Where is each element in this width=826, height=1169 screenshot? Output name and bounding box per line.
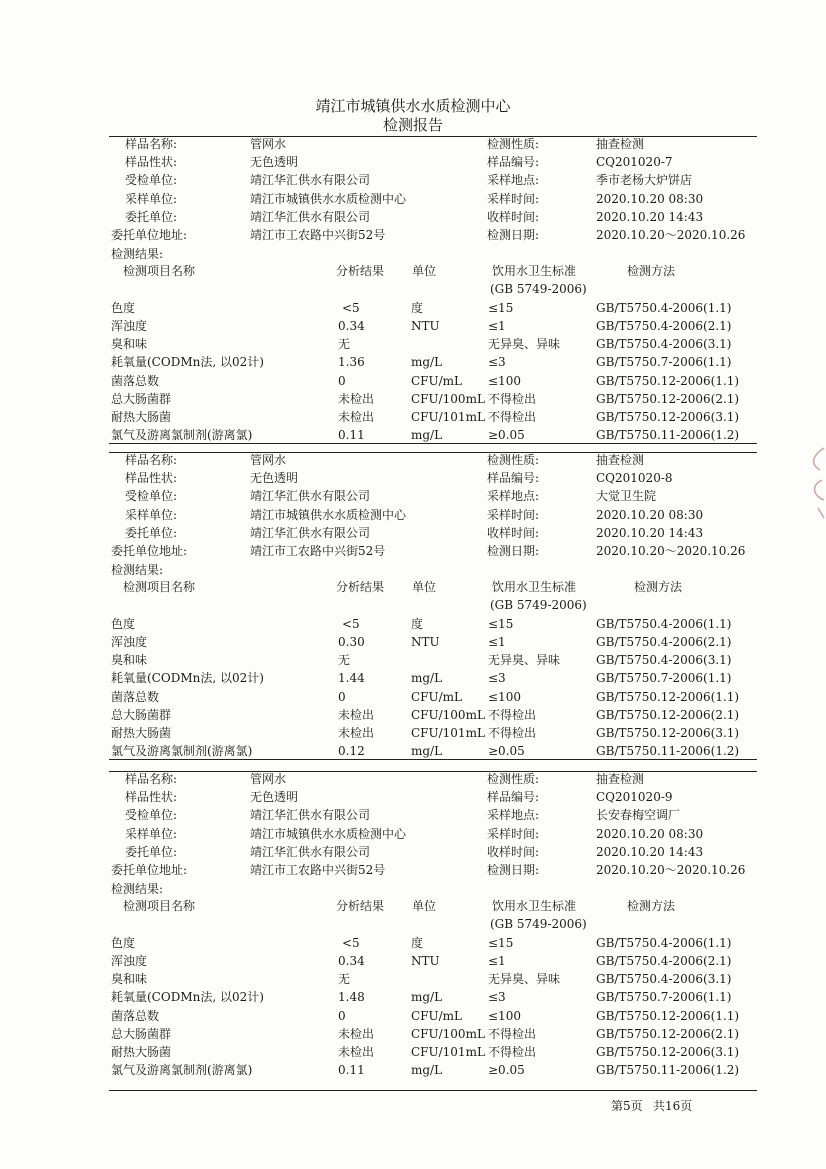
item-result: <5 — [342, 935, 360, 950]
field-value-client-address: 靖江市工农路中兴街52号 — [250, 544, 386, 558]
item-result: 未检出 — [338, 1044, 375, 1059]
item-name: 浑浊度 — [111, 318, 148, 333]
item-method: GB/T5750.4-2006(2.1) — [596, 634, 732, 649]
col-header-method: 检测方法 — [627, 899, 676, 914]
report-title-line2: 检测报告 — [382, 116, 443, 134]
page-number: 第5页 — [611, 1099, 643, 1113]
field-value-sample-state: 无色透明 — [250, 471, 299, 486]
field-value-sample-no: CQ201020-7 — [596, 155, 673, 170]
item-standard: 无异臭、异味 — [488, 337, 561, 352]
item-method: GB/T5750.4-2006(3.1) — [596, 653, 732, 668]
item-method: GB/T5750.12-2006(2.1) — [596, 707, 740, 722]
item-standard: ≤100 — [488, 373, 521, 388]
item-result: 0.30 — [338, 634, 365, 649]
col-header-standard: 饮用水卫生标准 — [492, 264, 577, 279]
item-name: 耐热大肠菌 — [111, 725, 172, 740]
item-unit: CFU/101mL — [411, 1044, 485, 1059]
field-label-client-unit: 委托单位: — [125, 209, 178, 224]
item-unit: NTU — [411, 318, 440, 333]
item-name: 耗氧量(CODMn法, 以02计) — [111, 671, 264, 686]
field-label-inspected-unit: 受检单位: — [125, 173, 178, 188]
field-value-sampling-location: 长安春梅空调厂 — [596, 808, 681, 823]
item-standard: ≤15 — [488, 300, 514, 315]
item-result: 0 — [338, 373, 346, 388]
field-value-client-unit: 靖江华汇供水有限公司 — [250, 844, 371, 859]
item-name: 臭和味 — [111, 337, 148, 352]
item-method: GB/T5750.4-2006(3.1) — [596, 337, 732, 352]
field-label-receipt-time: 收样时间: — [487, 844, 540, 859]
item-result: 0.11 — [338, 1063, 365, 1078]
field-label-receipt-time: 收样时间: — [487, 525, 540, 540]
item-result: 0 — [338, 689, 346, 704]
field-value-test-date: 2020.10.20～2020.10.26 — [596, 228, 746, 242]
field-value-client-unit: 靖江华汇供水有限公司 — [250, 525, 371, 540]
field-label-sampling-time: 采样时间: — [487, 507, 540, 522]
field-value-inspected-unit: 靖江华汇供水有限公司 — [250, 173, 371, 188]
item-name: 色度 — [111, 300, 136, 315]
item-standard: ≤15 — [488, 616, 514, 631]
item-unit: mg/L — [411, 990, 443, 1005]
field-label-client-address: 委托单位地址: — [111, 544, 188, 558]
col-header-item: 检测项目名称 — [123, 264, 196, 279]
field-value-sampling-location: 大觉卫生院 — [596, 489, 657, 504]
field-label-sample-name: 样品名称: — [125, 137, 178, 151]
item-result: 0.11 — [338, 428, 365, 443]
field-value-sample-name: 管网水 — [250, 453, 287, 467]
field-value-test-date: 2020.10.20～2020.10.26 — [596, 544, 746, 558]
field-label-inspected-unit: 受检单位: — [125, 808, 178, 823]
item-unit: CFU/101mL — [411, 409, 485, 424]
field-value-client-address: 靖江市工农路中兴街52号 — [250, 863, 386, 877]
field-label-test-nature: 检测性质: — [487, 453, 540, 467]
item-unit: 度 — [411, 616, 424, 631]
item-name: 耐热大肠菌 — [111, 409, 172, 424]
col-header-result: 分析结果 — [336, 899, 385, 914]
item-method: GB/T5750.11-2006(1.2) — [596, 744, 740, 759]
item-standard: ≤1 — [488, 953, 506, 968]
field-value-sampling-time: 2020.10.20 08:30 — [596, 191, 704, 206]
item-method: GB/T5750.12-2006(2.1) — [596, 391, 740, 406]
field-label-test-date: 检测日期: — [487, 228, 540, 242]
section-rule-top — [109, 771, 757, 772]
results-heading: 检测结果: — [111, 563, 164, 578]
item-standard: ≤1 — [488, 634, 506, 649]
field-value-sample-name: 管网水 — [250, 772, 287, 786]
item-method: GB/T5750.12-2006(3.1) — [596, 409, 740, 424]
item-result: 1.48 — [338, 990, 365, 1005]
item-name: 色度 — [111, 616, 136, 631]
field-label-sample-state: 样品性状: — [125, 790, 178, 805]
item-standard: ≥0.05 — [488, 1063, 525, 1078]
field-value-sampling-time: 2020.10.20 08:30 — [596, 507, 704, 522]
field-label-sampling-unit: 采样单位: — [125, 507, 178, 522]
field-value-sampling-location: 季市老杨大炉饼店 — [596, 173, 693, 188]
item-standard: ≤15 — [488, 935, 514, 950]
field-value-sample-name: 管网水 — [250, 137, 287, 151]
item-standard: ≤3 — [488, 990, 506, 1005]
section-rule-end — [109, 759, 757, 760]
item-method: GB/T5750.12-2006(1.1) — [596, 1008, 740, 1023]
item-name: 耗氧量(CODMn法, 以02计) — [111, 990, 264, 1005]
item-result: 未检出 — [338, 1026, 375, 1041]
field-label-client-unit: 委托单位: — [125, 844, 178, 859]
field-value-sample-state: 无色透明 — [250, 790, 299, 805]
field-label-sampling-location: 采样地点: — [487, 808, 540, 823]
field-label-test-date: 检测日期: — [487, 544, 540, 558]
item-unit: CFU/100mL — [411, 707, 485, 722]
item-method: GB/T5750.12-2006(3.1) — [596, 1044, 740, 1059]
field-label-sample-no: 样品编号: — [487, 155, 540, 170]
field-label-sample-state: 样品性状: — [125, 155, 178, 170]
report-title-line1: 靖江市城镇供水水质检测中心 — [315, 97, 511, 115]
item-method: GB/T5750.12-2006(1.1) — [596, 373, 740, 388]
field-label-sampling-time: 采样时间: — [487, 191, 540, 206]
item-name: 总大肠菌群 — [111, 391, 172, 406]
item-result: 1.36 — [338, 355, 365, 370]
item-result: 未检出 — [338, 725, 375, 740]
item-method: GB/T5750.12-2006(2.1) — [596, 1026, 740, 1041]
field-label-sample-name: 样品名称: — [125, 772, 178, 786]
field-label-sampling-location: 采样地点: — [487, 173, 540, 188]
field-value-sample-no: CQ201020-8 — [596, 471, 673, 486]
section-rule-top — [109, 136, 757, 137]
item-unit: 度 — [411, 300, 424, 315]
field-value-sampling-unit: 靖江市城镇供水水质检测中心 — [250, 191, 407, 206]
item-standard: ≤3 — [488, 671, 506, 686]
item-unit: mg/L — [411, 355, 443, 370]
item-result: 0.34 — [338, 318, 365, 333]
col-header-standard: 饮用水卫生标准 — [492, 580, 577, 595]
col-header-item: 检测项目名称 — [123, 899, 196, 914]
field-label-sample-state: 样品性状: — [125, 471, 178, 486]
item-method: GB/T5750.4-2006(2.1) — [596, 318, 732, 333]
item-unit: NTU — [411, 634, 440, 649]
col-header-method: 检测方法 — [627, 264, 676, 279]
field-label-test-nature: 检测性质: — [487, 137, 540, 151]
field-value-receipt-time: 2020.10.20 14:43 — [596, 209, 704, 224]
item-standard: 不得检出 — [488, 725, 537, 740]
item-method: GB/T5750.7-2006(1.1) — [596, 990, 732, 1005]
item-name: 色度 — [111, 935, 136, 950]
item-method: GB/T5750.4-2006(3.1) — [596, 972, 732, 987]
item-name: 氯气及游离氯制剂(游离氯) — [111, 428, 253, 443]
col-header-item: 检测项目名称 — [123, 580, 196, 595]
col-header-unit: 单位 — [412, 264, 437, 279]
item-name: 氯气及游离氯制剂(游离氯) — [111, 1063, 253, 1078]
item-standard: ≤3 — [488, 355, 506, 370]
item-unit: CFU/100mL — [411, 391, 485, 406]
item-method: GB/T5750.4-2006(1.1) — [596, 935, 732, 950]
item-result: 0.34 — [338, 953, 365, 968]
col-header-result: 分析结果 — [336, 264, 385, 279]
field-value-receipt-time: 2020.10.20 14:43 — [596, 844, 704, 859]
item-method: GB/T5750.4-2006(2.1) — [596, 953, 732, 968]
item-result: 未检出 — [338, 391, 375, 406]
item-result: 无 — [338, 337, 351, 352]
item-standard: 不得检出 — [488, 1026, 537, 1041]
item-name: 臭和味 — [111, 653, 148, 668]
col-header-result: 分析结果 — [336, 580, 385, 595]
field-label-sampling-unit: 采样单位: — [125, 826, 178, 841]
field-label-client-address: 委托单位地址: — [111, 863, 188, 877]
col-header-standard-code: (GB 5749-2006) — [490, 598, 587, 613]
results-heading: 检测结果: — [111, 882, 164, 897]
results-heading: 检测结果: — [111, 247, 164, 262]
field-label-sampling-location: 采样地点: — [487, 489, 540, 504]
item-method: GB/T5750.4-2006(1.1) — [596, 300, 732, 315]
footer-rule — [109, 1090, 757, 1091]
field-value-inspected-unit: 靖江华汇供水有限公司 — [250, 489, 371, 504]
item-name: 耗氧量(CODMn法, 以02计) — [111, 355, 264, 370]
item-unit: CFU/101mL — [411, 725, 485, 740]
col-header-standard: 饮用水卫生标准 — [492, 899, 577, 914]
field-value-client-address: 靖江市工农路中兴街52号 — [250, 228, 386, 242]
item-unit: CFU/mL — [411, 1008, 463, 1023]
field-value-client-unit: 靖江华汇供水有限公司 — [250, 209, 371, 224]
item-unit: mg/L — [411, 671, 443, 686]
col-header-method: 检测方法 — [634, 580, 683, 595]
field-label-test-nature: 检测性质: — [487, 772, 540, 786]
field-label-sample-no: 样品编号: — [487, 471, 540, 486]
item-standard: ≤1 — [488, 318, 506, 333]
item-unit: CFU/100mL — [411, 1026, 485, 1041]
item-name: 浑浊度 — [111, 953, 148, 968]
item-name: 浑浊度 — [111, 634, 148, 649]
item-result: 无 — [338, 653, 351, 668]
item-name: 总大肠菌群 — [111, 1026, 172, 1041]
item-unit: mg/L — [411, 1063, 443, 1078]
item-name: 氯气及游离氯制剂(游离氯) — [111, 744, 253, 759]
item-standard: ≤100 — [488, 1008, 521, 1023]
item-unit: 度 — [411, 935, 424, 950]
red-stamp-edge — [800, 440, 826, 520]
field-value-sample-state: 无色透明 — [250, 155, 299, 170]
field-label-inspected-unit: 受检单位: — [125, 489, 178, 504]
item-name: 菌落总数 — [111, 689, 160, 704]
item-unit: mg/L — [411, 428, 443, 443]
field-value-test-nature: 抽查检测 — [596, 772, 645, 786]
item-method: GB/T5750.7-2006(1.1) — [596, 671, 732, 686]
item-name: 臭和味 — [111, 972, 148, 987]
col-header-standard-code: (GB 5749-2006) — [490, 917, 587, 932]
item-name: 菌落总数 — [111, 1008, 160, 1023]
field-label-test-date: 检测日期: — [487, 863, 540, 877]
field-value-test-nature: 抽查检测 — [596, 137, 645, 151]
item-method: GB/T5750.11-2006(1.2) — [596, 1063, 740, 1078]
field-value-test-date: 2020.10.20～2020.10.26 — [596, 863, 746, 877]
item-method: GB/T5750.4-2006(1.1) — [596, 616, 732, 631]
field-label-sample-name: 样品名称: — [125, 453, 178, 467]
item-method: GB/T5750.7-2006(1.1) — [596, 355, 732, 370]
item-standard: 不得检出 — [488, 391, 537, 406]
item-unit: CFU/mL — [411, 373, 463, 388]
item-standard: 无异臭、异味 — [488, 653, 561, 668]
section-rule-end — [109, 443, 757, 444]
field-value-sampling-unit: 靖江市城镇供水水质检测中心 — [250, 507, 407, 522]
item-result: 0.12 — [338, 744, 365, 759]
item-standard: 不得检出 — [488, 409, 537, 424]
page-total: 共16页 — [653, 1099, 693, 1113]
item-name: 耐热大肠菌 — [111, 1044, 172, 1059]
item-name: 菌落总数 — [111, 373, 160, 388]
item-method: GB/T5750.12-2006(3.1) — [596, 725, 740, 740]
item-unit: mg/L — [411, 744, 443, 759]
item-standard: 不得检出 — [488, 707, 537, 722]
item-result: 未检出 — [338, 409, 375, 424]
item-standard: 不得检出 — [488, 1044, 537, 1059]
section-rule-top — [109, 452, 757, 453]
item-result: 1.44 — [338, 671, 365, 686]
field-value-sampling-unit: 靖江市城镇供水水质检测中心 — [250, 826, 407, 841]
item-standard: ≤100 — [488, 689, 521, 704]
item-method: GB/T5750.11-2006(1.2) — [596, 428, 740, 443]
field-label-sampling-time: 采样时间: — [487, 826, 540, 841]
field-value-inspected-unit: 靖江华汇供水有限公司 — [250, 808, 371, 823]
item-result: <5 — [342, 616, 360, 631]
item-unit: NTU — [411, 953, 440, 968]
field-value-receipt-time: 2020.10.20 14:43 — [596, 525, 704, 540]
field-label-receipt-time: 收样时间: — [487, 209, 540, 224]
field-value-sample-no: CQ201020-9 — [596, 790, 673, 805]
item-standard: 无异臭、异味 — [488, 972, 561, 987]
field-value-sampling-time: 2020.10.20 08:30 — [596, 826, 704, 841]
item-result: 未检出 — [338, 707, 375, 722]
col-header-unit: 单位 — [412, 580, 437, 595]
item-standard: ≥0.05 — [488, 428, 525, 443]
field-label-client-unit: 委托单位: — [125, 525, 178, 540]
item-method: GB/T5750.12-2006(1.1) — [596, 689, 740, 704]
item-standard: ≥0.05 — [488, 744, 525, 759]
field-label-sampling-unit: 采样单位: — [125, 191, 178, 206]
item-result: 无 — [338, 972, 351, 987]
col-header-standard-code: (GB 5749-2006) — [490, 282, 587, 297]
item-result: <5 — [342, 300, 360, 315]
item-unit: CFU/mL — [411, 689, 463, 704]
field-label-sample-no: 样品编号: — [487, 790, 540, 805]
field-label-client-address: 委托单位地址: — [111, 228, 188, 242]
col-header-unit: 单位 — [412, 899, 437, 914]
field-value-test-nature: 抽查检测 — [596, 453, 645, 467]
item-result: 0 — [338, 1008, 346, 1023]
item-name: 总大肠菌群 — [111, 707, 172, 722]
